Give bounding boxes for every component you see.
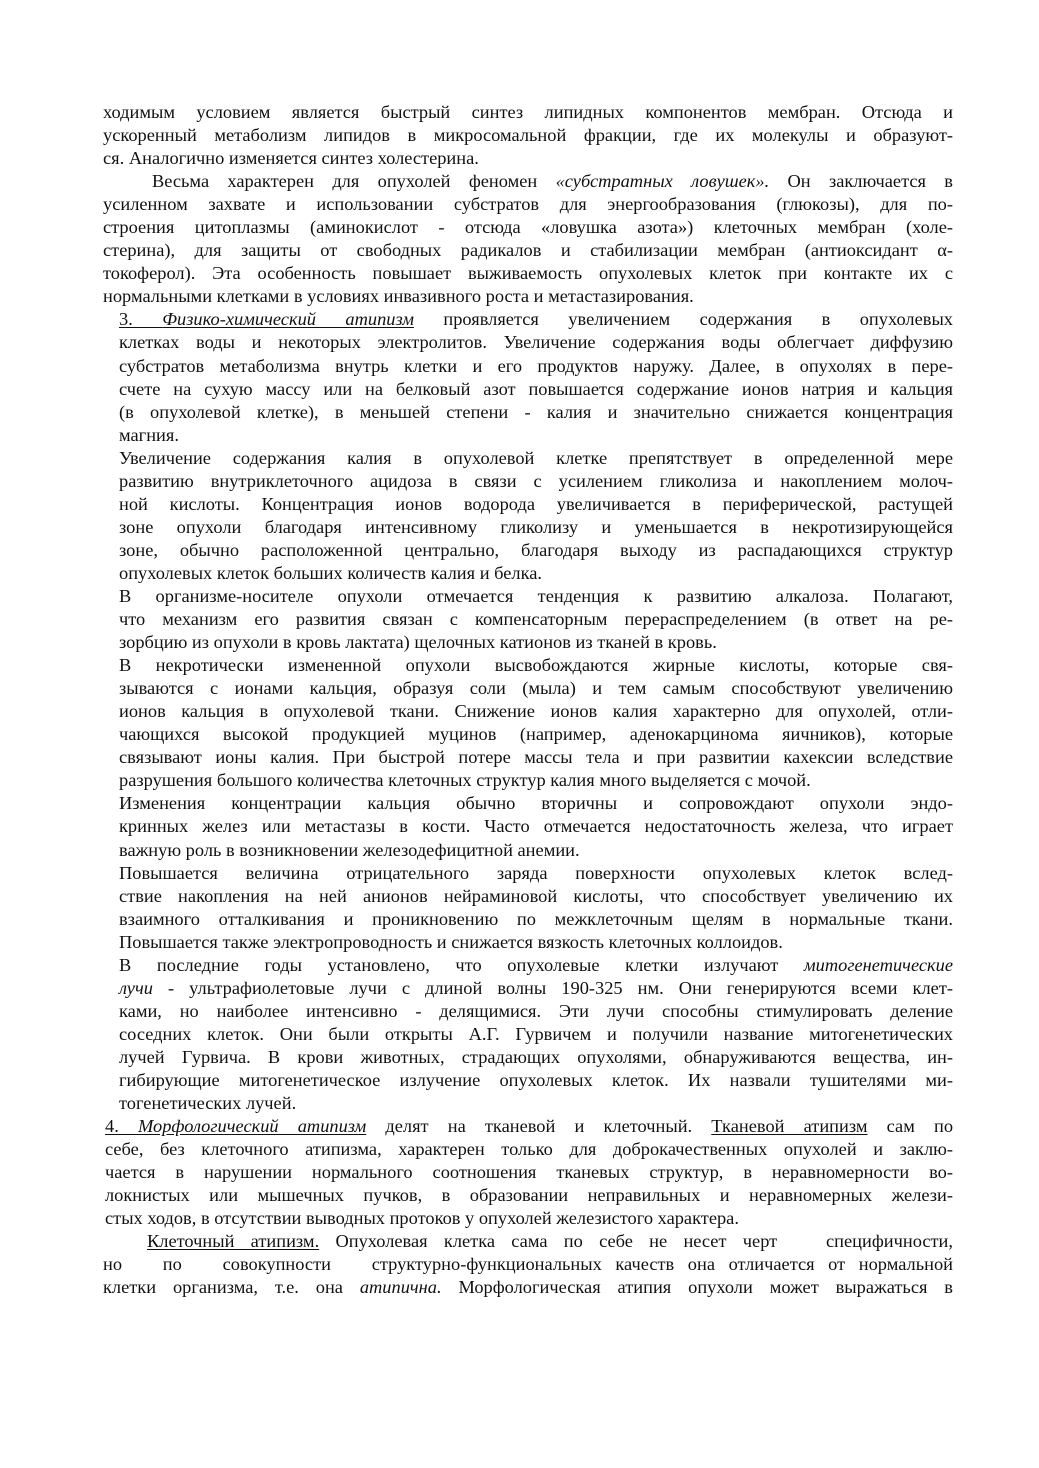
emphasized-term: лучи — [119, 977, 153, 998]
text-line — [103, 170, 953, 193]
text-line: соседних клеток. Они были открыты А.Г. Гурвичем и получили название митогенетических — [119, 1023, 953, 1044]
underlined-term: 3. — [119, 309, 163, 330]
text-line: нормальными клетками в условиях инвазивного роста и метастазирования. — [103, 286, 694, 307]
text-run: Опухолевая клетка сама по себе не несет черт специфичности, — [319, 1231, 953, 1252]
text-line — [103, 954, 953, 977]
text-line: опухолевых клеток больших количеств калия и белка. — [119, 562, 543, 583]
emphasized-term: «субстратных ловушек». — [555, 171, 770, 192]
text-line: ной кислоты. Концентрация ионов водорода увеличивается в периферической, растущей — [119, 493, 953, 514]
text-line: ходимым условием является быстрый синтез липидных компонентов мембран. Отсюда и — [103, 102, 953, 122]
text-run: В последние годы установлено, что опухолевые клетки излучают — [119, 954, 804, 975]
text-line: гибирующие митогенетическое излучение опухолевых клеток. Их назвали тушителями ми- — [119, 1069, 953, 1090]
text-line: важную роль в возникновении железодефицитной анемии. — [119, 839, 580, 860]
emphasized-term: Физико-химический атипизм — [162, 309, 414, 330]
text-line: чающихся высокой продукцией муцинов (например, аденокарцинома яичников), которые — [119, 724, 953, 745]
text-line: зорбцию из опухоли в кровь лактата) щелочных катионов из тканей в кровь. — [119, 632, 717, 653]
text-line: Увеличение содержания калия в опухолевой клетке препятствует в определенной мере — [119, 447, 953, 468]
text-run: Он заключается в — [769, 171, 953, 192]
text-line: токоферол). Эта особенность повышает выживаемость опухолевых клеток при контакте их с — [103, 263, 953, 284]
text-line: стых ходов, в отсутствии выводных протоков у опухолей железистого характера. — [105, 1208, 739, 1229]
text-line: счете на сухую массу или на белковый азот повышается содержание ионов натрия и кальция — [119, 378, 953, 399]
text-line: зоне опухоли благодаря интенсивному гликолизу и уменьшается в некротизирующейся — [119, 516, 953, 537]
underlined-term: Клеточный атипизм. — [147, 1231, 320, 1252]
text-line: усиленном захвате и использовании субстратов для энергообразования (глюкозы), для по- — [103, 194, 953, 215]
text-run: делят на тканевой и клеточный. — [366, 1116, 712, 1137]
text-run: Морфологическая атипия опухоли может выражаться в — [441, 1277, 953, 1298]
text-line: но по совокупности структурно-функциональных качеств она отличается от нормальной — [103, 1254, 953, 1275]
text-line: ствие накопления на ней анионов нейраминовой кислоты, что способствует увеличению их — [119, 885, 953, 906]
text-run: проявляется увеличением содержания в опухолевых — [413, 309, 953, 330]
text-line: ками, но наиболее интенсивно - делящимися. Эти лучи способны стимулировать деление — [119, 1000, 953, 1021]
text-line: локнистых или мышечных пучков, в образовании неправильных и неравномерных желези- — [105, 1185, 953, 1206]
body-text — [103, 101, 953, 1299]
text-line: себе, без клеточного атипизма, характерен только для доброкачественных опухолей и заклю- — [105, 1139, 953, 1160]
text-line: стерина), для защиты от свободных радикалов и стабилизации мембран (антиоксидант α- — [103, 240, 953, 261]
text-run: сам по — [867, 1116, 954, 1137]
emphasized-term: атипична. — [359, 1277, 442, 1298]
text-line: зываются с ионами кальция, образуя соли (мыла) и тем самым способствуют увеличению — [119, 678, 953, 699]
text-line: субстратов метаболизма внутрь клетки и его продуктов наружу. Далее, в опухолях в пере- — [119, 355, 953, 376]
text-line: В некротически измененной опухоли высвобождаются жирные кислоты, которые свя- — [119, 655, 953, 676]
text-line — [103, 308, 953, 331]
emphasized-term: митогенетические — [803, 954, 953, 975]
text-line — [103, 977, 953, 1000]
text-line: ускоренный метаболизм липидов в микросомальной фракции, где их молекулы и образуют- — [103, 125, 953, 146]
text-line: магния. — [119, 424, 179, 445]
text-line: клетках воды и некоторых электролитов. Увеличение содержания воды облегчает диффузию — [119, 332, 953, 353]
text-line: Изменения концентрации кальция обычно вторичны и сопровождают опухоли эндо- — [119, 793, 953, 814]
text-line: (в опухолевой клетке), в меньшей степени - калия и значительно снижается концентрация — [119, 401, 953, 422]
text-line: Повышается также электропроводность и снижается вязкость клеточных коллоидов. — [119, 931, 783, 952]
text-run: - ультрафиолетовые лучи с длиной волны 190-325 нм. Они генерируются всеми клет- — [152, 977, 953, 998]
underlined-term: 4. — [105, 1116, 138, 1137]
text-line: В организме-носителе опухоли отмечается тенденция к развитию алкалоза. Полагают, — [119, 585, 953, 606]
text-line: лучей Гурвича. В крови животных, страдающих опухолями, обнаруживаются вещества, ин- — [119, 1046, 953, 1067]
underlined-term: Тканевой атипизм — [711, 1116, 868, 1137]
text-run: Весьма характерен для опухолей феномен — [152, 171, 556, 192]
text-line: связывают ионы калия. При быстрой потере массы тела и при развитии кахексии вследствие — [119, 747, 953, 768]
text-line: ионов кальция в опухолевой ткани. Снижение ионов калия характерно для опухолей, отли- — [119, 701, 953, 722]
text-line: чается в нарушении нормального соотношения тканевых структур, в неравномерности во- — [105, 1162, 953, 1183]
text-line: кринных желез или метастазы в кости. Часто отмечается недостаточность железа, что играет — [119, 816, 953, 837]
text-line — [103, 1115, 953, 1138]
text-line: строения цитоплазмы (аминокислот - отсюда «ловушка азота») клеточных мембран (холе- — [103, 217, 953, 238]
emphasized-term: Морфологический атипизм — [137, 1116, 367, 1137]
text-line: разрушения большого количества клеточных структур калия много выделяется с мочой. — [119, 770, 811, 791]
text-line: ся. Аналогично изменяется синтез холестерина. — [103, 148, 479, 169]
text-line: развитию внутриклеточного ацидоза в связи с усилением гликолиза и накоплением молоч- — [119, 470, 953, 491]
text-line — [103, 1230, 953, 1253]
text-line: тогенетических лучей. — [119, 1093, 297, 1114]
text-run: клетки организма, т.е. она — [103, 1277, 360, 1298]
text-line: что механизм его развития связан с компенсаторным перераспределением (в ответ на ре- — [119, 609, 953, 630]
text-line: взаимного отталкивания и проникновению по межклеточным щелям в нормальные ткани. — [119, 908, 953, 929]
text-line: зоне, обычно расположенной центрально, благодаря выходу из распадающихся структур — [119, 539, 953, 560]
text-line: Повышается величина отрицательного заряда поверхности опухолевых клеток вслед- — [119, 862, 953, 883]
text-line — [103, 1276, 953, 1299]
